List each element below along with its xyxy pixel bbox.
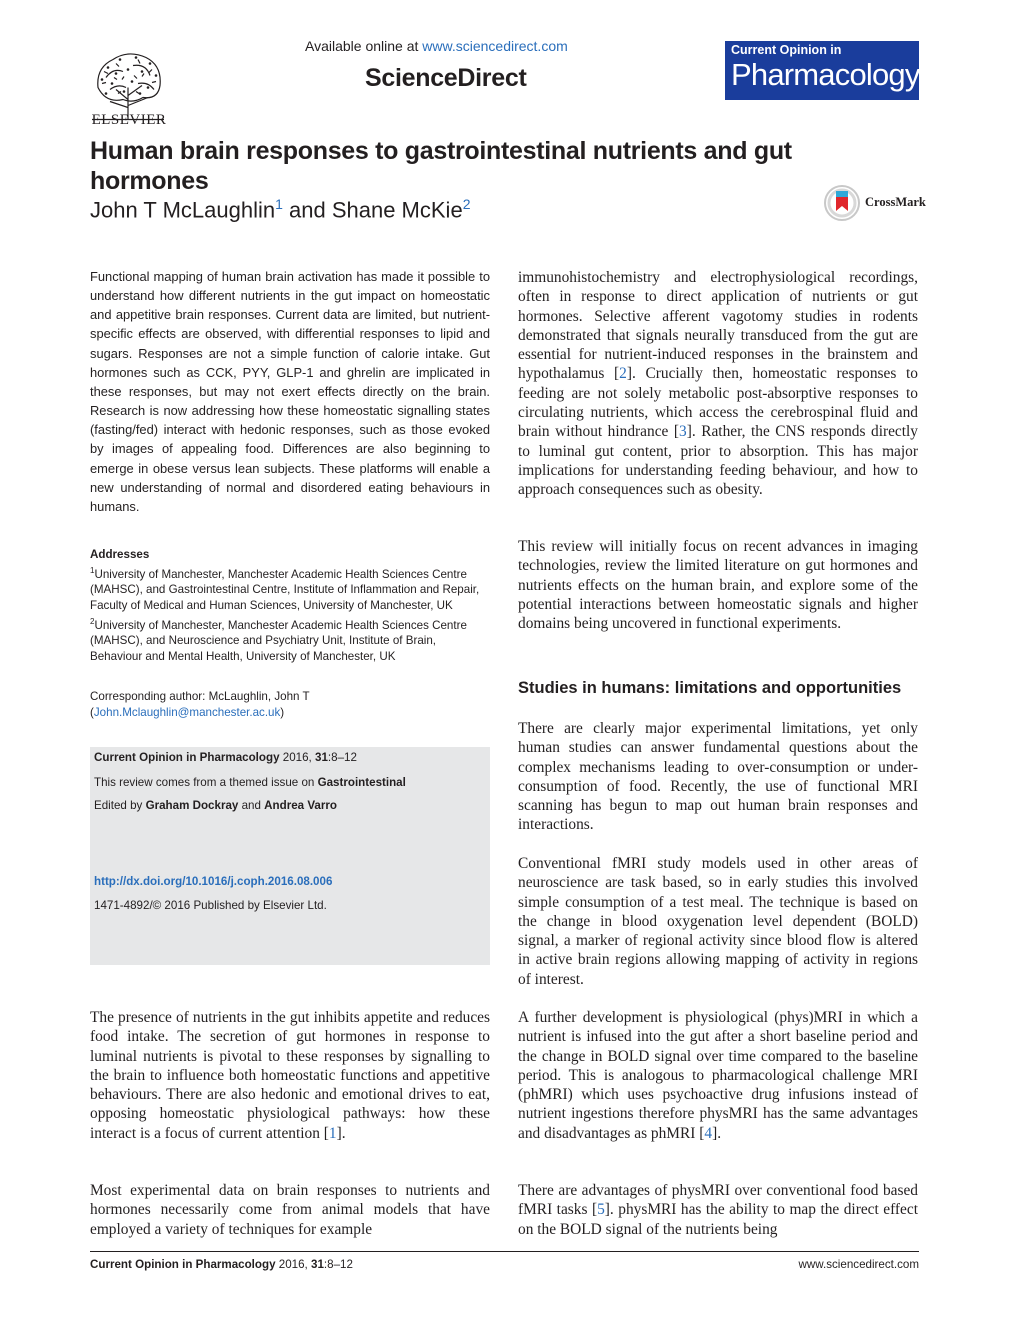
address-1-marker: 1 <box>90 565 95 575</box>
corresponding-email-line <box>90 705 490 721</box>
crossmark-icon <box>823 183 861 223</box>
available-prefix: Available online at <box>305 38 423 54</box>
body-left-paragraph-2: Most experimental data on brain responses to nutrients and hormones necessarily come from animal models that have employed a variety of techniques for example <box>90 1182 490 1238</box>
address-2-text: University of Manchester, Manchester Academic Health Sciences Centre (MAHSC), and Neuroscience and Psychiatry Unit, Institute of Brain, Behaviour and Mental Health, University of Manchester, UK <box>90 618 467 663</box>
body-right-p1-text-a: immunohistochemistry and electrophysiological recordings, often in response to direct application of nutrients or gut hormones. Selective afferent vagotomy studies in rodents demonstrated that signals neurally transduced from the gut are essential for nutrient-induced responses in the brainstem and hypothalamus [ <box>518 269 918 383</box>
body-left-p1-text: The presence of nutrients in the gut inhibits appetite and reduces food intake. The secretion of gut hormones in response to luminal nutrients is pivotal to these responses by signalling to the brain to influence both homeostatic functions and appetitive behaviours. There are also hedonic and emotional drives to eat, opposing homeostatic physiological pathways: how these interact is a focus of current attention [ <box>90 1009 490 1142</box>
available-online-line <box>305 38 568 54</box>
reference-link-2[interactable]: 2 <box>619 365 627 383</box>
crossmark-label: CrossMark <box>865 195 926 209</box>
author-line <box>90 196 470 223</box>
info-editor-and: and <box>238 799 265 812</box>
info-journal: Current Opinion in Pharmacology <box>94 751 280 764</box>
footer-journal: Current Opinion in Pharmacology <box>90 1258 276 1271</box>
body-right-p5-text: A further development is physiological (phys)MRI in which a nutrient is infused into the gut after a short baseline period and the change in BOLD signal over time compared to the baseline period. This is analogous to pharmacological challenge MRI (phMRI) which uses psychoactive drug infusions instead of nutrient ingestions therefore physMRI has the same advantages and disadvantages as phMRI [ <box>518 1009 918 1142</box>
body-right-paragraph-3: There are clearly major experimental limitations, yet only human studies can answer fundamental questions about the complex mechanisms leading to over-consumption or under-consumption of food. Recently, the use of functional MRI scanning has begun to map out human brain responses and interactions. <box>518 720 918 834</box>
info-volume: 31 <box>315 751 328 764</box>
body-left-p1-end: ]. <box>336 1124 346 1142</box>
body-right-paragraph-1 <box>518 268 918 500</box>
info-editor-2: Andrea Varro <box>264 799 337 812</box>
info-theme-prefix: This review comes from a themed issue on <box>94 776 318 789</box>
corresponding-label: Corresponding author: McLaughlin, John T <box>90 690 310 703</box>
crossmark-badge[interactable] <box>823 183 926 223</box>
body-right-paragraph-5 <box>518 1008 918 1143</box>
reference-link-3[interactable]: 3 <box>679 423 687 441</box>
publisher-name: ELSEVIER <box>91 112 167 128</box>
body-right-p6-text: There are advantages of physMRI over conventional food based fMRI tasks [ <box>518 1182 918 1219</box>
info-editor-1: Graham Dockray <box>145 799 239 812</box>
address-1-text: University of Manchester, Manchester Academic Health Sciences Centre (MAHSC), and Gastrointestinal Centre, Institute of Inflammation and Repair, Faculty of Medical and Human Sciences, University of Manchester, UK <box>90 567 480 612</box>
author-1: John T McLaughlin <box>90 197 276 223</box>
addresses <box>90 547 490 665</box>
footer-pages: :8–12 <box>323 1258 353 1271</box>
body-right-paragraph-6 <box>518 1181 918 1239</box>
footer-url[interactable]: www.sciencedirect.com <box>798 1258 919 1271</box>
body-right-p1-text-b: ]. Crucially then, homeostatic responses to feeding are not solely metabolic post-absorptive responses to circulating nutrients, which access the cerebrospinal fluid and brain without hindrance [ <box>518 365 918 441</box>
body-right-p1-text-c: ]. Rather, the CNS responds directly to luminal gut content, prior to absorption. This has major implications for understanding feeding behaviour, and how to approach consequences such as obesity. <box>518 423 918 499</box>
email-paren-open: ( <box>90 706 94 719</box>
journal-banner <box>725 41 919 100</box>
footer-citation <box>90 1258 353 1271</box>
abstract: Functional mapping of human brain activation has made it possible to understand how different nutrients in the gut impact on homeostatic and appetitive brain responses. Current data are limited, but nutrient-specific effects are observed, with differential responses to lipid and sugars. Responses are not a simple function of calorie intake. Gut hormones such as CCK, PYY, GLP-1 and ghrelin are implicated in these responses, but may not exert effects directly on the brain. Research is now addressing how these homeostatic signalling states (fasting/fed) interact with hedonic responses, such as those evoked by images of appealing food. Differences are also beginning to emerge in obese versus lean subjects. These platforms will enable a new understanding of normal and disordered eating behaviours in humans. <box>90 269 490 514</box>
address-2 <box>90 614 490 665</box>
reference-link-1[interactable]: 1 <box>328 1124 337 1142</box>
info-edited-prefix: Edited by <box>94 799 146 812</box>
address-2-marker: 2 <box>90 616 95 626</box>
article-info-box <box>90 747 490 965</box>
author-and: and <box>282 197 332 223</box>
corresponding-email-link[interactable]: John.Mclaughlin@manchester.ac.uk <box>93 706 281 719</box>
body-right-p6-end: ]. physMRI has the ability to map the direct effect on the BOLD signal of the nutrients being <box>518 1201 918 1238</box>
info-pages: :8–12 <box>327 751 357 764</box>
reference-link-5[interactable]: 5 <box>597 1201 605 1219</box>
author-2: Shane McKie <box>331 197 463 223</box>
body-right-paragraph-2: This review will initially focus on recent advances in imaging technologies, review the limited literature on gut hormones and nutrients effects on the human brain, and explore some of the potential interactions between homeostatic signals and higher domains being uncovered in functional experiments. <box>518 538 918 633</box>
info-theme <box>94 776 406 789</box>
section-heading: Studies in humans: limitations and opportunities <box>518 679 902 697</box>
author-2-affiliation[interactable]: 2 <box>462 196 471 212</box>
sciencedirect-brand: ScienceDirect <box>365 64 527 92</box>
body-left-paragraph-1 <box>90 1008 490 1143</box>
body-right-paragraph-4: Conventional fMRI study models used in other areas of neuroscience are task based, so in early studies this involved simple consumption of a test meal. The technique is based on the change in blood oxygenation level dependent (BOLD) signal, a marker of regional activity since blood flow is altered in active brain regions allowing mapping of activity in regions of interest. <box>518 855 918 988</box>
body-right-p5-end: ]. <box>712 1124 722 1142</box>
journal-banner-line2: Pharmacology <box>731 57 920 92</box>
address-1 <box>90 563 490 614</box>
author-1-affiliation[interactable]: 1 <box>275 196 283 212</box>
corresponding-author <box>90 689 490 721</box>
info-citation <box>94 751 357 764</box>
reference-link-4[interactable]: 4 <box>704 1124 713 1142</box>
footer-rule <box>90 1251 919 1252</box>
doi-link[interactable]: http://dx.doi.org/10.1016/j.coph.2016.08.006 <box>94 875 333 888</box>
issn-copyright: 1471-4892/© 2016 Published by Elsevier Ltd. <box>94 899 327 912</box>
sciencedirect-link[interactable]: www.sciencedirect.com <box>422 38 568 54</box>
info-year: 2016, <box>279 751 315 764</box>
journal-banner-line1: Current Opinion in <box>731 43 842 57</box>
info-theme-name: Gastrointestinal <box>317 776 406 789</box>
article-title: Human brain responses to gastrointestinal nutrients and gut hormones <box>90 137 792 195</box>
footer-year: 2016, <box>275 1258 311 1271</box>
info-editors <box>94 799 337 812</box>
email-paren-close: ) <box>280 706 285 719</box>
footer-volume: 31 <box>311 1258 324 1271</box>
addresses-heading: Addresses <box>90 548 150 561</box>
